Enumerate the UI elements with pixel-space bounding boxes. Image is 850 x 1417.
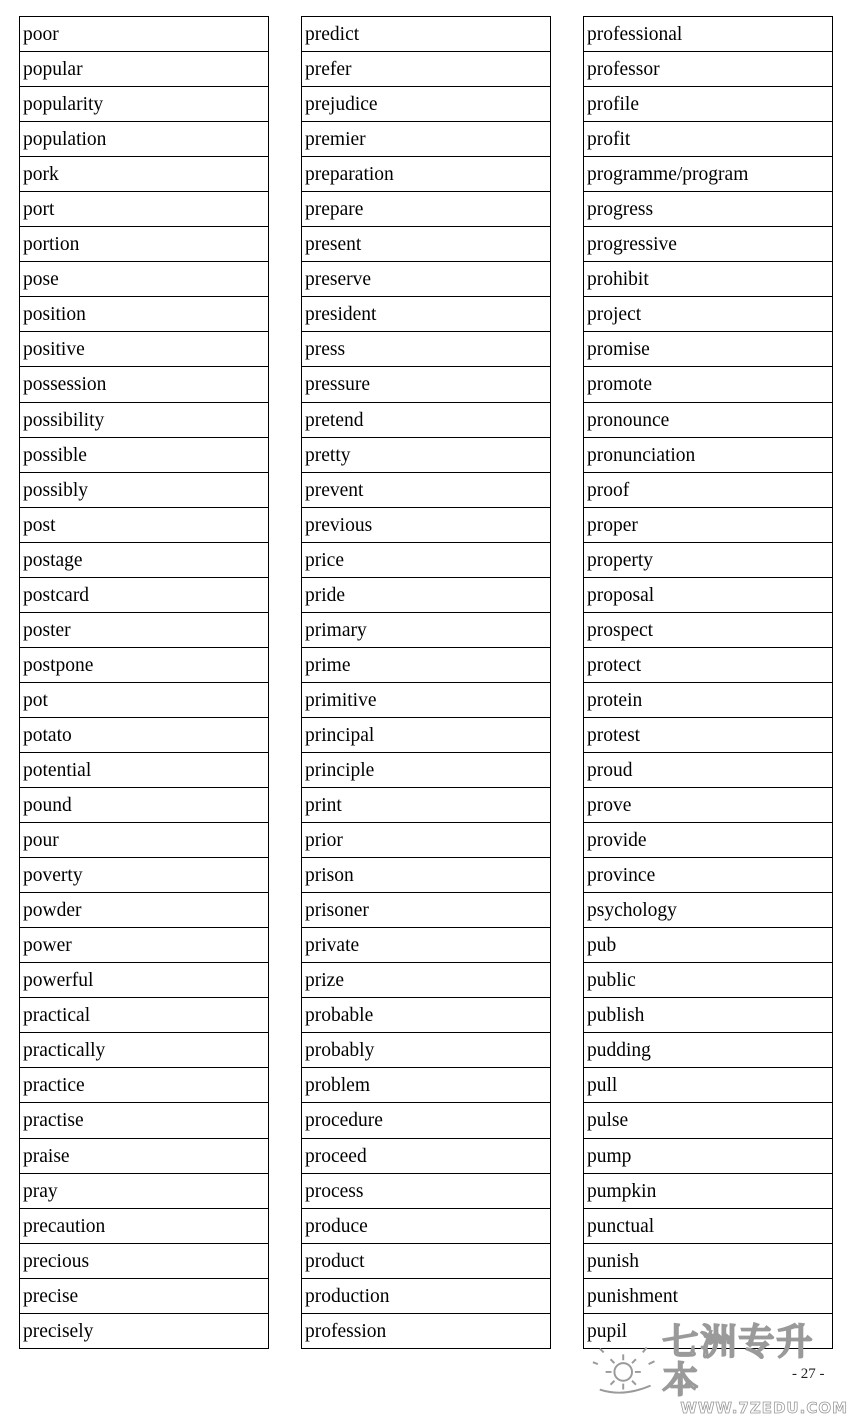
word-cell: psychology	[584, 893, 832, 928]
word-cell: problem	[302, 1068, 550, 1103]
word-cell: postcard	[20, 578, 268, 613]
word-cell: pose	[20, 262, 268, 297]
word-cell: punishment	[584, 1279, 832, 1314]
word-cell: pot	[20, 683, 268, 718]
word-cell: premier	[302, 122, 550, 157]
word-cell: pulse	[584, 1103, 832, 1138]
word-cell: precaution	[20, 1209, 268, 1244]
word-cell: poverty	[20, 858, 268, 893]
word-cell: property	[584, 543, 832, 578]
word-cell: pray	[20, 1174, 268, 1209]
word-cell: proof	[584, 473, 832, 508]
word-cell: prison	[302, 858, 550, 893]
word-cell: primary	[302, 613, 550, 648]
word-cell: pressure	[302, 367, 550, 402]
word-cell: practically	[20, 1033, 268, 1068]
word-cell: preparation	[302, 157, 550, 192]
word-cell: possession	[20, 367, 268, 402]
word-cell: project	[584, 297, 832, 332]
word-cell: pronunciation	[584, 438, 832, 473]
word-cell: press	[302, 332, 550, 367]
word-cell: principle	[302, 753, 550, 788]
word-column-2	[301, 16, 551, 1349]
word-cell: prime	[302, 648, 550, 683]
word-cell: possible	[20, 438, 268, 473]
word-column-3	[583, 16, 833, 1349]
word-cell: pupil	[584, 1314, 832, 1349]
word-cell: powerful	[20, 963, 268, 998]
word-cell: product	[302, 1244, 550, 1279]
word-cell: practice	[20, 1068, 268, 1103]
word-cell: profession	[302, 1314, 550, 1349]
word-cell: practical	[20, 998, 268, 1033]
word-cell: precious	[20, 1244, 268, 1279]
word-cell: post	[20, 508, 268, 543]
word-cell: position	[20, 297, 268, 332]
word-cell: precise	[20, 1279, 268, 1314]
word-cell: possibility	[20, 403, 268, 438]
word-cell: pump	[584, 1139, 832, 1174]
word-cell: progress	[584, 192, 832, 227]
word-cell: portion	[20, 227, 268, 262]
word-cell: potato	[20, 718, 268, 753]
word-cell: province	[584, 858, 832, 893]
word-cell: pronounce	[584, 403, 832, 438]
word-cell: power	[20, 928, 268, 963]
word-cell: postage	[20, 543, 268, 578]
word-cell: previous	[302, 508, 550, 543]
word-cell: pride	[302, 578, 550, 613]
watermark-url: WWW.7ZEDU.COM	[680, 1399, 848, 1417]
word-cell: probably	[302, 1033, 550, 1068]
word-cell: potential	[20, 753, 268, 788]
word-cell: practise	[20, 1103, 268, 1138]
word-cell: punctual	[584, 1209, 832, 1244]
word-cell: pub	[584, 928, 832, 963]
word-cell: promote	[584, 367, 832, 402]
word-cell: profit	[584, 122, 832, 157]
word-cell: pound	[20, 788, 268, 823]
word-cell: produce	[302, 1209, 550, 1244]
word-cell: pork	[20, 157, 268, 192]
word-cell: production	[302, 1279, 550, 1314]
word-cell: praise	[20, 1139, 268, 1174]
word-cell: prospect	[584, 613, 832, 648]
word-cell: public	[584, 963, 832, 998]
word-cell: poor	[20, 17, 268, 52]
word-cell: prohibit	[584, 262, 832, 297]
word-cell: present	[302, 227, 550, 262]
word-cell: proper	[584, 508, 832, 543]
word-cell: pretend	[302, 403, 550, 438]
word-cell: professional	[584, 17, 832, 52]
word-cell: pumpkin	[584, 1174, 832, 1209]
word-cell: prisoner	[302, 893, 550, 928]
word-cell: popularity	[20, 87, 268, 122]
word-cell: prior	[302, 823, 550, 858]
word-cell: postpone	[20, 648, 268, 683]
word-cell: president	[302, 297, 550, 332]
watermark-brand-text: 七洲专升本	[662, 1322, 815, 1401]
word-cell: punish	[584, 1244, 832, 1279]
word-cell: protest	[584, 718, 832, 753]
word-cell: publish	[584, 998, 832, 1033]
word-column-1	[19, 16, 269, 1349]
word-cell: preserve	[302, 262, 550, 297]
word-cell: prejudice	[302, 87, 550, 122]
word-cell: process	[302, 1174, 550, 1209]
word-cell: price	[302, 543, 550, 578]
word-cell: provide	[584, 823, 832, 858]
word-cell: profile	[584, 87, 832, 122]
word-cell: proud	[584, 753, 832, 788]
word-cell: prove	[584, 788, 832, 823]
word-cell: protect	[584, 648, 832, 683]
word-cell: poster	[20, 613, 268, 648]
word-cell: proposal	[584, 578, 832, 613]
word-cell: print	[302, 788, 550, 823]
word-cell: popular	[20, 52, 268, 87]
word-cell: powder	[20, 893, 268, 928]
word-cell: port	[20, 192, 268, 227]
word-cell: predict	[302, 17, 550, 52]
word-cell: prize	[302, 963, 550, 998]
word-cell: population	[20, 122, 268, 157]
word-cell: positive	[20, 332, 268, 367]
word-cell: proceed	[302, 1139, 550, 1174]
word-cell: possibly	[20, 473, 268, 508]
word-cell: procedure	[302, 1103, 550, 1138]
word-cell: prefer	[302, 52, 550, 87]
word-cell: primitive	[302, 683, 550, 718]
word-cell: pull	[584, 1068, 832, 1103]
word-cell: private	[302, 928, 550, 963]
word-cell: pretty	[302, 438, 550, 473]
word-cell: prepare	[302, 192, 550, 227]
word-cell: probable	[302, 998, 550, 1033]
word-cell: prevent	[302, 473, 550, 508]
word-cell: promise	[584, 332, 832, 367]
page-number: - 27 -	[792, 1366, 825, 1382]
word-cell: programme/program	[584, 157, 832, 192]
word-cell: pour	[20, 823, 268, 858]
word-cell: pudding	[584, 1033, 832, 1068]
word-cell: progressive	[584, 227, 832, 262]
word-cell: protein	[584, 683, 832, 718]
word-cell: precisely	[20, 1314, 268, 1349]
word-cell: professor	[584, 52, 832, 87]
sunburst-logo-icon	[590, 1340, 660, 1400]
word-cell: principal	[302, 718, 550, 753]
